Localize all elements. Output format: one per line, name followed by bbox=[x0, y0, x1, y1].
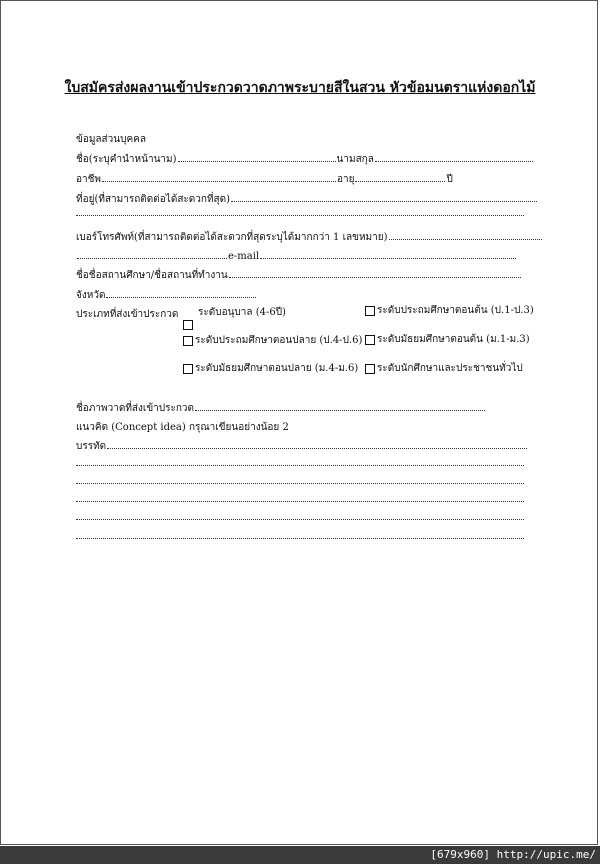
checkbox-icon[interactable] bbox=[365, 306, 375, 316]
school-row bbox=[76, 268, 522, 283]
concept-lines-row bbox=[76, 439, 528, 454]
age-label: อายุ bbox=[337, 174, 355, 185]
category-kindergarten[interactable]: ระดับอนุบาล (4-6ปี) bbox=[198, 307, 286, 318]
checkbox-icon[interactable] bbox=[183, 320, 193, 330]
name-field[interactable] bbox=[178, 153, 336, 162]
category-primary-lower[interactable]: ระดับประถมศึกษาตอนต้น (ป.1-ป.3) bbox=[365, 303, 534, 318]
occupation-row bbox=[76, 172, 453, 187]
concept-field-line-6[interactable] bbox=[76, 537, 524, 539]
address-row bbox=[76, 192, 538, 207]
phone-field-line-2[interactable] bbox=[77, 250, 227, 259]
province-row bbox=[76, 288, 257, 303]
concept-field-line-4[interactable] bbox=[76, 500, 524, 502]
image-host-footer: [679x960] http://upic.me/ bbox=[0, 846, 600, 864]
personal-info-header: ข้อมูลส่วนบุคคล bbox=[76, 134, 146, 145]
checkbox-icon[interactable] bbox=[365, 364, 375, 374]
checkbox-icon[interactable] bbox=[365, 335, 375, 345]
surname-label: นามสกุล bbox=[336, 154, 374, 165]
concept-field-line-5[interactable] bbox=[76, 518, 524, 520]
form-title: ใบสมัครส่งผลงานเข้าประกวดวาดภาพระบายสีในสวน หัวข้อมนตราแห่งดอกไม้ bbox=[64, 80, 536, 96]
province-label: จังหวัด bbox=[76, 290, 106, 301]
phone-row bbox=[76, 230, 543, 245]
address-field[interactable] bbox=[231, 193, 537, 202]
phone-field[interactable] bbox=[389, 231, 542, 240]
email-field[interactable] bbox=[260, 250, 516, 259]
surname-field[interactable] bbox=[375, 153, 533, 162]
phone-label: เบอร์โทรศัพท์(ที่สามารถติดต่อได้สะดวกที่สุดระบุได้มากกว่า 1 เลขหมาย) bbox=[76, 232, 388, 243]
category-label: ประเภทที่ส่งเข้าประกวด bbox=[76, 309, 179, 320]
occupation-field[interactable] bbox=[102, 173, 336, 182]
year-unit: ปี bbox=[446, 174, 453, 185]
school-field[interactable] bbox=[229, 269, 521, 278]
concept-field-line-3[interactable] bbox=[76, 482, 524, 484]
concept-label: แนวคิด (Concept idea) กรุณาเขียนอย่างน้อย 2 bbox=[76, 422, 289, 433]
email-row bbox=[76, 250, 517, 262]
concept-lines-label: บรรทัด bbox=[76, 441, 107, 452]
checkbox-icon[interactable] bbox=[183, 336, 193, 346]
occupation-label: อาชีพ bbox=[76, 174, 101, 185]
category-general[interactable]: ระดับนักศึกษาและประชาชนทั่วไป bbox=[365, 361, 523, 376]
school-label: ชื่อชื่อสถานศึกษา/ชื่อสถานที่ทำงาน bbox=[76, 270, 228, 281]
name-label: ชื่อ(ระบุคำนำหน้านาม) bbox=[76, 154, 177, 165]
address-field-line-2[interactable] bbox=[76, 214, 524, 216]
concept-field-line-2[interactable] bbox=[76, 464, 524, 466]
artwork-name-field[interactable] bbox=[195, 402, 485, 411]
category-secondary-lower[interactable]: ระดับมัธยมศึกษาตอนต้น (ม.1-ม.3) bbox=[365, 332, 530, 347]
age-field[interactable] bbox=[355, 173, 445, 182]
category-secondary-upper[interactable]: ระดับมัธยมศึกษาตอนปลาย (ม.4-ม.6) bbox=[183, 361, 358, 376]
address-label: ที่อยู่(ที่สามารถติดต่อได้สะดวกที่สุด) bbox=[76, 194, 231, 205]
artwork-name-label: ชื่อภาพวาดที่ส่งเข้าประกวด bbox=[76, 403, 195, 414]
checkbox-icon[interactable] bbox=[183, 364, 193, 374]
email-label: e-mail bbox=[228, 251, 260, 262]
name-row bbox=[76, 152, 534, 167]
concept-field-line-1[interactable] bbox=[107, 440, 527, 449]
artwork-name-row bbox=[76, 401, 486, 416]
category-primary-upper[interactable]: ระดับประถมศึกษาตอนปลาย (ป.4-ป.6) bbox=[183, 333, 362, 348]
province-field[interactable] bbox=[106, 289, 256, 298]
